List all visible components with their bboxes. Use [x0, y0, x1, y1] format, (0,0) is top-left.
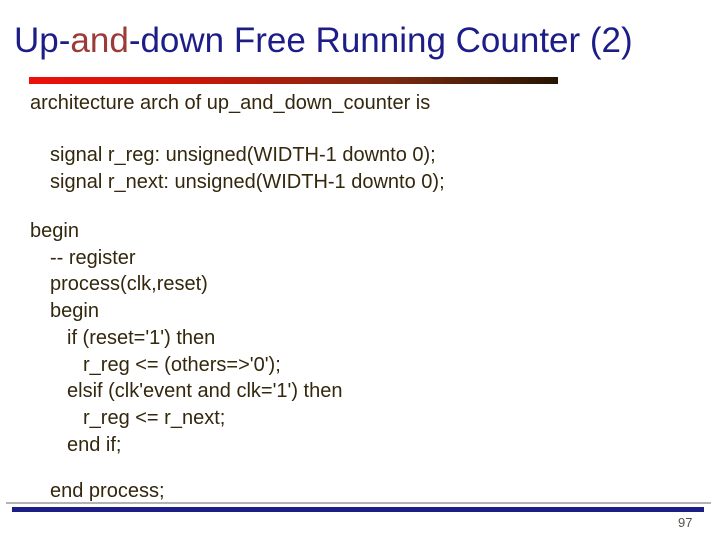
code-block-architecture: [30, 90, 430, 117]
title-segment: -down Free Running Counter (2): [128, 21, 633, 60]
footer-thin-line: [6, 502, 711, 504]
title-segment: Up-: [14, 21, 71, 60]
code-line: end process;: [50, 480, 165, 502]
slide-title: [14, 20, 633, 62]
title-segment-highlight: and: [70, 21, 129, 60]
page-number: 97: [678, 515, 693, 530]
code-line: end if;: [67, 433, 122, 456]
footer-accent-line: [12, 507, 704, 512]
code-line: begin: [50, 300, 99, 323]
code-line: begin: [30, 220, 79, 242]
code-line: process(clk,reset): [50, 273, 208, 296]
code-line: architecture arch of up_and_down_counter is: [30, 92, 431, 114]
code-block-end-process: [30, 478, 165, 505]
code-line: signal r_next: unsigned(WIDTH-1 downto 0);: [50, 171, 445, 193]
code-line: r_reg <= r_next;: [83, 406, 226, 429]
code-line: -- register: [50, 246, 136, 269]
code-block-signals: [30, 142, 445, 196]
code-line: r_reg <= (others=>'0');: [83, 353, 281, 376]
code-block-process: [30, 218, 342, 458]
code-line: elsif (clk'event and clk='1') then: [67, 380, 343, 403]
code-line: signal r_reg: unsigned(WIDTH-1 downto 0);: [50, 144, 436, 166]
code-line: if (reset='1') then: [67, 326, 216, 349]
title-underline-bar: [29, 77, 558, 84]
